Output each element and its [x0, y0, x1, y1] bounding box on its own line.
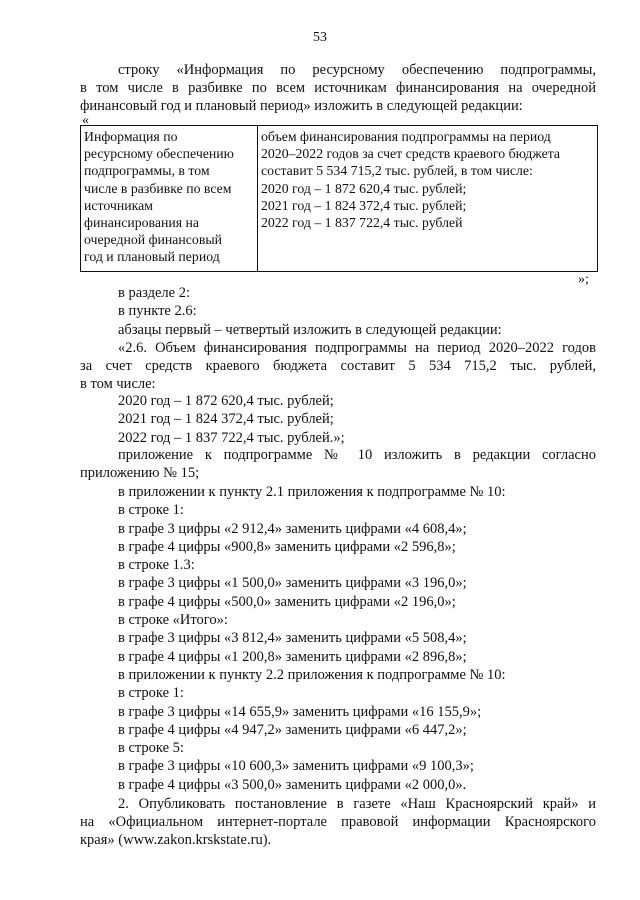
- value-line: 2022 год – 1 837 722,4 тыс. рублей: [261, 215, 463, 231]
- change-line: в графе 3 цифры «1 500,0» заменить цифрами «3 196,0»;: [118, 575, 467, 592]
- publish-line-1: 2. Опубликовать постановление в газете «Наш Красноярский край» и: [118, 796, 596, 812]
- p26-line-1: «2.6. Объем финансирования подпрограммы на период 2020–2022 годов: [118, 340, 596, 356]
- value-line: 2020–2022 годов за счет средств краевого бюджета: [261, 146, 561, 162]
- label-line: ресурсному обеспечению: [84, 146, 234, 162]
- change-line: в строке 1.3:: [118, 557, 195, 574]
- label-line: подпрограммы, в том: [84, 163, 210, 179]
- label-line: финансирования на: [84, 215, 200, 231]
- section-line: в разделе 2:: [118, 285, 191, 301]
- year-line: 2020 год – 1 872 620,4 тыс. рублей;: [118, 393, 334, 409]
- page-number: 53: [313, 30, 327, 45]
- change-line: в графе 3 цифры «3 812,4» заменить цифрами «5 508,4»;: [118, 630, 467, 647]
- change-line: в строке 1:: [118, 685, 184, 702]
- year-line: 2022 год – 1 837 722,4 тыс. рублей.»;: [118, 429, 345, 446]
- change-line: в графе 4 цифры «4 947,2» заменить цифрами «6 447,2»;: [118, 721, 467, 738]
- value-line: 2021 год – 1 824 372,4 тыс. рублей;: [261, 197, 467, 213]
- label-line: год и плановый период: [84, 249, 220, 265]
- section-block: [118, 285, 596, 340]
- change-line: в графе 4 цифры «900,8» заменить цифрами «2 596,8»;: [118, 538, 456, 555]
- change-line: в графе 4 цифры «500,0» заменить цифрами «2 196,0»;: [118, 593, 456, 610]
- quote-open: «: [82, 113, 89, 128]
- changes-block: [118, 484, 596, 795]
- change-line: в строке 5:: [118, 740, 184, 757]
- label-line: Информация по: [84, 129, 178, 144]
- change-line: в приложении к пункту 2.2 приложения к подпрограмме № 10:: [118, 666, 506, 683]
- table-cell-label: [81, 126, 258, 272]
- table-row: [81, 126, 598, 272]
- p26-line-3: в том числе:: [80, 376, 156, 392]
- quote-close: »;: [578, 272, 589, 287]
- year-line: 2021 год – 1 824 372,4 тыс. рублей;: [118, 411, 334, 428]
- value-line: составит 5 534 715,2 тыс. рублей, в том числе:: [261, 163, 533, 179]
- app-line-2: приложению № 15;: [80, 465, 200, 481]
- change-line: в графе 3 цифры «14 655,9» заменить цифрами «16 155,9»;: [118, 703, 482, 720]
- change-line: в графе 3 цифры «2 912,4» заменить цифрами «4 608,4»;: [118, 520, 467, 537]
- intro-line-1: строку «Информация по ресурсному обеспечению подпрограммы,: [118, 62, 596, 78]
- resource-info-table: [80, 125, 598, 272]
- change-line: в приложении к пункту 2.1 приложения к подпрограмме № 10:: [118, 484, 506, 500]
- publish-line-3: края» (www.zakon.krskstate.ru).: [80, 832, 272, 848]
- p26-line-2: за счет средств краевого бюджета составит 5 534 715,2 тыс. рублей,: [80, 358, 596, 374]
- section-line: в пункте 2.6:: [118, 303, 197, 320]
- change-line: в графе 4 цифры «1 200,8» заменить цифрами «2 896,8»;: [118, 648, 467, 665]
- change-line: в строке 1:: [118, 502, 184, 519]
- change-line: в графе 4 цифры «3 500,0» заменить цифрами «2 000,0».: [118, 776, 467, 793]
- years-block: [118, 393, 596, 448]
- value-line: объем финансирования подпрограммы на период: [261, 129, 551, 144]
- table-cell-value: [258, 126, 598, 272]
- label-line: числе в разбивке по всем: [84, 180, 232, 196]
- app-line-1: приложение к подпрограмме № 10 изложить в редакции согласно: [118, 447, 596, 463]
- change-line: в графе 3 цифры «10 600,3» заменить цифрами «9 100,3»;: [118, 758, 474, 775]
- section-line: абзацы первый – четвертый изложить в следующей редакции:: [118, 321, 502, 338]
- label-line: источникам: [84, 197, 153, 213]
- value-line: 2020 год – 1 872 620,4 тыс. рублей;: [261, 180, 467, 196]
- change-line: в строке «Итого»:: [118, 612, 228, 629]
- label-line: очередной финансовый: [84, 232, 222, 248]
- intro-line-3: финансовый год и плановый период» изложить в следующей редакции:: [80, 98, 523, 114]
- publish-line-2: на «Официальном интернет-портале правовой информации Красноярского: [80, 814, 596, 830]
- intro-line-2: в том числе в разбивке по всем источникам финансирования на очередной: [80, 80, 596, 96]
